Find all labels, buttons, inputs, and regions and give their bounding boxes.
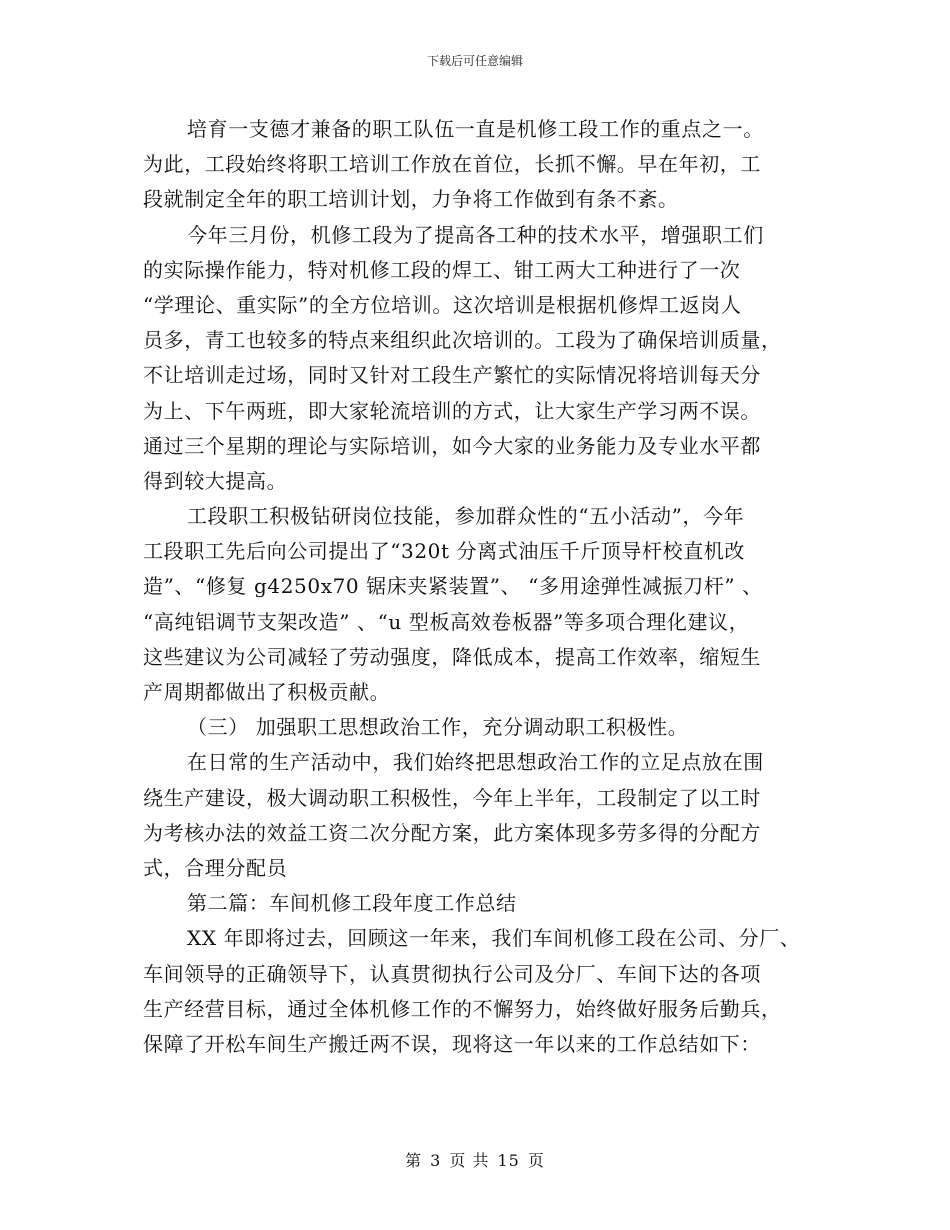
text-line: 为上、下午两班，即大家轮流培训的方式，让大家生产学习两不误。 [143, 398, 761, 423]
text-line: 在日常的生产活动中，我们始终把思想政治工作的立足点放在围 [187, 750, 764, 775]
text-line: 工段职工积极钻研岗位技能，参加群众性的“五小活动”，今年 [187, 504, 745, 529]
footer-total-pages: 15 [497, 1151, 520, 1170]
text-line: 为考核办法的效益工资二次分配方案，此方案体现多劳多得的分配方 [143, 820, 761, 845]
text-line: 绕生产建设，极大调动职工积极性，今年上半年，工段制定了以工时 [143, 785, 761, 810]
paragraph [143, 745, 811, 886]
paragraph [143, 921, 811, 1062]
text-line: 造”、“修复 g4250x70 锯床夹紧装置”、 “多用途弹性减振刀杆” 、 [143, 574, 763, 599]
text-line: 通过三个星期的理论与实际培训，如今大家的业务能力及专业水平都 [143, 433, 761, 458]
text-line: 第二篇：车间机修工段年度工作总结 [187, 891, 517, 916]
paragraph [143, 218, 811, 500]
paragraph [143, 499, 811, 710]
text-line: 工段职工先后向公司提出了“320t 分离式油压千斤顶导杆校直机改 [143, 539, 745, 564]
text-line: 得到较大提高。 [143, 468, 288, 493]
paragraph [143, 886, 811, 921]
text-line: 式，合理分配员 [143, 855, 288, 880]
text-line: “高纯铝调节支架改造” 、“u 型板高效卷板器”等多项合理化建议， [143, 609, 750, 634]
footer-suffix: 页 [527, 1151, 545, 1170]
text-line: 生产经营目标，通过全体机修工作的不懈努力，始终做好服务后勤兵， [143, 996, 782, 1021]
text-line: 车间领导的正确领导下，认真贯彻执行公司及分厂、车间下达的各项 [143, 961, 761, 986]
text-line: 的实际操作能力，特对机修工段的焊工、钳工两大工种进行了一次 [143, 257, 741, 282]
text-line: 员多，青工也较多的特点来组织此次培训的。工段为了确保培训质量， [143, 328, 782, 353]
paragraph [143, 710, 811, 745]
text-line: 为此，工段始终将职工培训工作放在首位，长抓不懈。早在年初，工 [143, 152, 761, 177]
text-line: 今年三月份，机修工段为了提高各工种的技术水平，增强职工们 [187, 222, 764, 247]
footer-middle: 页 共 [449, 1151, 490, 1170]
paragraph [143, 112, 811, 218]
text-line: 段就制定全年的职工培训计划，力争将工作做到有条不紊。 [143, 187, 679, 212]
paragraph-list [143, 112, 811, 1062]
page-footer [0, 1148, 950, 1171]
page-header: 下载后可任意编辑 [426, 54, 523, 68]
text-line: 培育一支德才兼备的职工队伍一直是机修工段工作的重点之一。 [187, 117, 764, 141]
text-line: 不让培训走过场，同时又针对工段生产繁忙的实际情况将培训每天分 [143, 363, 761, 388]
text-line: 产周期都做出了积极贡献。 [143, 680, 391, 704]
text-line: “学理论、重实际”的全方位培训。这次培训是根据机修焊工返岗人 [143, 292, 742, 317]
text-line: （三） 加强职工思想政治工作，充分调动职工积极性。 [187, 715, 689, 740]
text-line: 这些建议为公司减轻了劳动强度，降低成本，提高工作效率，缩短生 [143, 644, 761, 669]
document-body [143, 112, 811, 1062]
text-line: 保障了开松车间生产搬迁两不误，现将这一年以来的工作总结如下： [143, 1031, 761, 1056]
footer-page-number: 3 [430, 1151, 442, 1170]
text-line: XX 年即将过去，回顾这一年来，我们车间机修工段在公司、分厂、 [187, 926, 801, 951]
footer-prefix: 第 [405, 1151, 423, 1170]
